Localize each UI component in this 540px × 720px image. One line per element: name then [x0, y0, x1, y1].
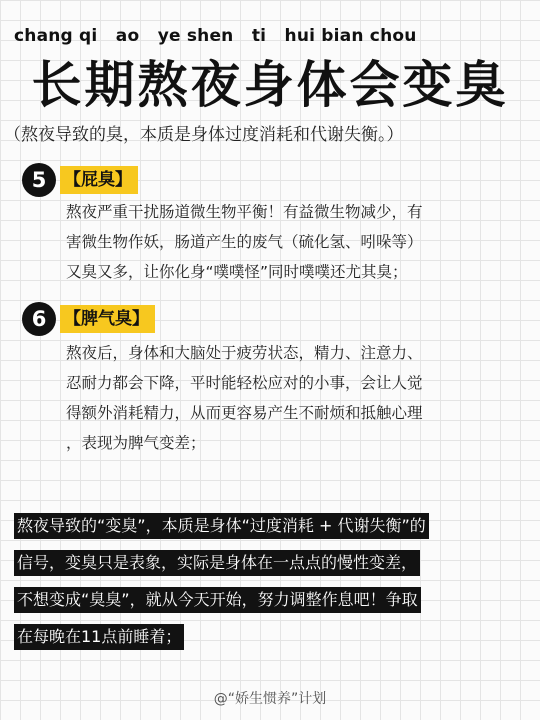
section-6-body: [66, 338, 528, 458]
body-line: 熬夜严重干扰肠道微生物平衡！有益微生物减少，有: [66, 203, 423, 221]
body-line: 得额外消耗精力，从而更容易产生不耐烦和抵触心理: [66, 404, 423, 422]
page-title: 长期熬夜身体会变臭: [31, 56, 509, 114]
section-tag: 【屁臭】: [60, 166, 138, 194]
summary-line: 不想变成“臭臭”，就从今天开始，努力调整作息吧！争取: [14, 587, 421, 613]
body-line: 忍耐力都会下降，平时能轻松应对的小事，会让人觉: [66, 374, 423, 392]
summary-line: 熬夜导致的“变臭”，本质是身体“过度消耗 + 代谢失衡”的: [14, 513, 429, 539]
body-line: 又臭又多，让你化身“噗噗怪”同时噗噗还尤其臭；: [66, 263, 408, 281]
summary-line: 在每晚在11点前睡着；: [14, 624, 184, 650]
page-subtitle: （熬夜导致的臭，本质是身体过度消耗和代谢失衡。）: [4, 125, 404, 145]
section-tag: 【脾气臭】: [60, 305, 155, 333]
summary-block: [14, 513, 534, 661]
footer-credit: @“娇生惯养”计划: [213, 691, 327, 707]
section-number-badge: 5: [22, 163, 56, 197]
body-line: 熬夜后，身体和大脑处于疲劳状态，精力、注意力、: [66, 344, 423, 362]
pinyin-line: chang qi ao ye shen ti hui bian chou: [14, 26, 417, 46]
section-5-body: [66, 197, 528, 287]
section-number-badge: 6: [22, 302, 56, 336]
summary-line: 信号，变臭只是表象，实际是身体在一点点的慢性变差，: [14, 550, 420, 576]
body-line: ，表现为脾气变差；: [66, 434, 206, 452]
body-line: 害微生物作妖，肠道产生的废气（硫化氢、吲哚等）: [66, 233, 423, 251]
